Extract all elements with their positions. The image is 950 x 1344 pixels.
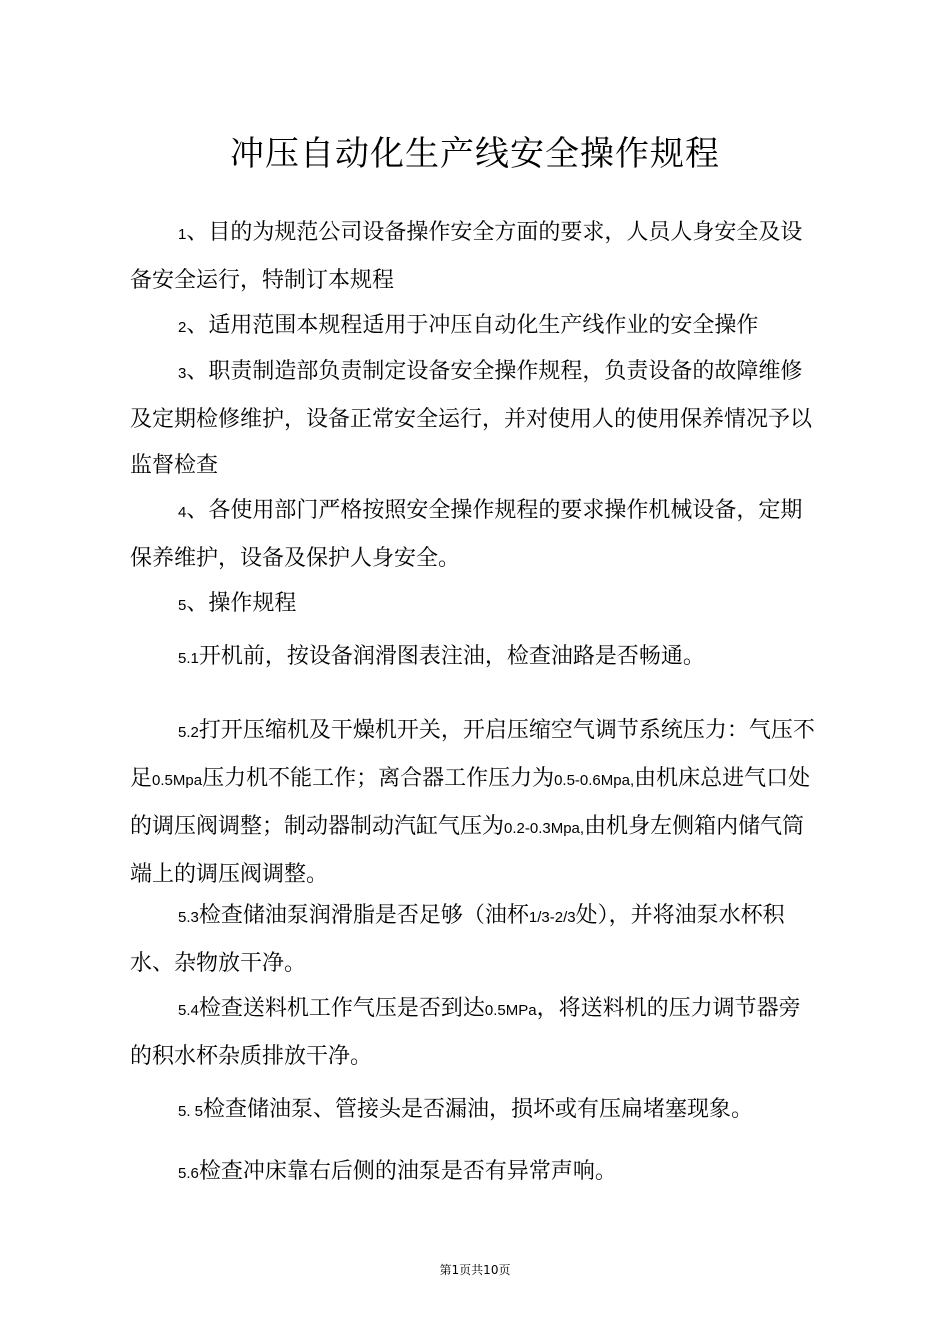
paragraph-5-2 bbox=[130, 708, 820, 898]
paragraph-text: 开机前，按设备润滑图表注油，检查油路是否畅通。 bbox=[198, 644, 705, 669]
pressure-value: 0.5-0.6Mpa, bbox=[554, 772, 635, 789]
paragraph-number: 5 bbox=[178, 597, 187, 614]
paragraph-text: 、适用范围本规程适用于冲压自动化生产线作业的安全操作 bbox=[186, 313, 759, 338]
paragraph-text: ，将送料机的压力调节器旁的积水杯杂质排放干净。 bbox=[130, 996, 801, 1069]
paragraph-text: 、目的为规范公司设备操作安全方面的要求，人员人身安全及设备安全运行，特制订本规程 bbox=[130, 220, 803, 293]
paragraph-5-6 bbox=[130, 1149, 820, 1197]
paragraph-number: 5.4 bbox=[178, 1002, 199, 1019]
paragraph-5 bbox=[130, 581, 820, 629]
paragraph-5-4 bbox=[130, 986, 820, 1080]
document-title: 冲压自动化生产线安全操作规程 bbox=[230, 134, 720, 174]
paragraph-1 bbox=[130, 210, 820, 304]
paragraph-number: 5.1 bbox=[178, 650, 199, 667]
paragraph-text: 、各使用部门严格按照安全操作规程的要求操作机械设备，定期保养维护，设备及保护人身安全。 bbox=[130, 498, 803, 571]
paragraph-5-5 bbox=[130, 1087, 820, 1135]
paragraph-5-1 bbox=[130, 634, 820, 682]
paragraph-text: 检查冲床靠右后侧的油泵是否有异常声响。 bbox=[198, 1159, 617, 1184]
paragraph-text: 检查送料机工作气压是否到达 bbox=[198, 996, 485, 1021]
pressure-value: 0.5Mpa bbox=[152, 772, 203, 789]
paragraph-number: 5.2 bbox=[178, 724, 199, 741]
paragraph-number: 1 bbox=[178, 226, 187, 243]
ratio-value: 1/3-2/3 bbox=[528, 909, 576, 926]
paragraph-number: 5. 5 bbox=[178, 1103, 204, 1120]
paragraph-text: 由机床总进气口处的调压阀调整；制动器制动汽缸气压为 bbox=[130, 766, 811, 839]
paragraph-number: 5.3 bbox=[178, 909, 199, 926]
paragraph-text: 打开压缩机及干燥机开关，开启压缩空气调节系统压力：气压不足 bbox=[130, 718, 815, 791]
paragraph-number: 2 bbox=[178, 319, 187, 336]
paragraph-text: 、操作规程 bbox=[186, 591, 297, 616]
paragraph-number: 3 bbox=[178, 365, 187, 382]
paragraph-text: 、职责制造部负责制定设备安全操作规程，负责设备的故障维修及定期检修维护，设备正常安全运行，并对使用人的使用保养情况予以监督检查 bbox=[130, 359, 813, 478]
paragraph-4 bbox=[130, 488, 820, 582]
paragraph-2 bbox=[130, 303, 820, 351]
paragraph-text: 由机身左侧箱内储气筒端上的调压阀调整。 bbox=[130, 814, 805, 887]
pressure-value: 0.2-0.3Mpa, bbox=[504, 820, 585, 837]
paragraph-number: 5.6 bbox=[178, 1165, 199, 1182]
paragraph-3 bbox=[130, 349, 820, 489]
pressure-value: 0.5MPa bbox=[484, 1002, 537, 1019]
paragraph-text: 压力机不能工作；离合器工作压力为 bbox=[202, 766, 555, 791]
paragraph-5-3 bbox=[130, 893, 820, 987]
paragraph-text: 检查储油泵润滑脂是否足够（油杯 bbox=[198, 903, 529, 928]
page-footer: 第1页共10页 bbox=[439, 1263, 511, 1277]
paragraph-text: 检查储油泵、管接头是否漏油，损坏或有压扁堵塞现象。 bbox=[203, 1097, 754, 1122]
paragraph-text: 处），并将油泵水杯积水、杂物放干净。 bbox=[130, 903, 785, 976]
paragraph-number: 4 bbox=[178, 504, 187, 521]
